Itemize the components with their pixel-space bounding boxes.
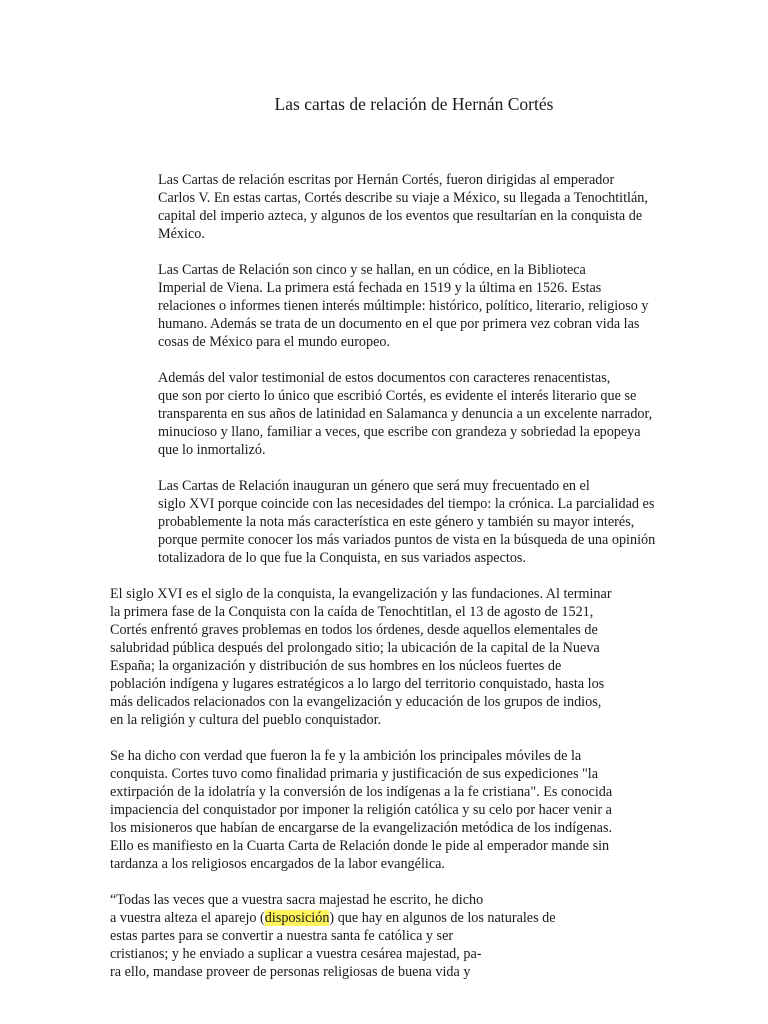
paragraph-4: [110, 477, 658, 567]
quote-line: cristianos; y he enviado a suplicar a vuestra cesárea majestad, pa-: [110, 946, 482, 962]
text-line: Se ha dicho con verdad que fueron la fe y la ambición los principales móviles de la: [110, 748, 582, 764]
text-line: Cortés enfrentó graves problemas en todos los órdenes, desde aquellos elementales de: [110, 622, 598, 638]
text-line: cosas de México para el mundo europeo.: [158, 334, 391, 350]
text-line: impaciencia del conquistador por imponer la religión católica y su celo por hacer venir a: [110, 802, 612, 818]
text-line: extirpación de la idolatría y la conversión de los indígenas a la fe cristiana". Es conocida: [110, 784, 613, 800]
quote-paragraph: [110, 891, 658, 981]
text-line: en la religión y cultura del pueblo conquistador.: [110, 712, 382, 728]
text-line: relaciones o informes tienen interés múltimple: histórico, político, literario, religioso y: [158, 298, 649, 314]
text-line: El siglo XVI es el siglo de la conquista, la evangelización y las fundaciones. Al terminar: [110, 586, 612, 602]
quote-line: “Todas las veces que a vuestra sacra majestad he escrito, he dicho: [110, 892, 484, 908]
text-line: población indígena y lugares estratégicos a lo largo del territorio conquistado, hasta los: [110, 676, 605, 692]
text-line: los misioneros que habían de encargarse de la evangelización metódica de los indígenas.: [110, 820, 613, 836]
paragraph-6: [110, 747, 658, 873]
text-line: la primera fase de la Conquista con la caída de Tenochtitlan, el 13 de agosto de 1521,: [110, 604, 594, 620]
paragraph-3: [110, 369, 658, 459]
paragraph-5: [110, 585, 658, 729]
text-line: que son por cierto lo único que escribió Cortés, es evidente el interés literario que se: [158, 388, 637, 404]
text-line: probablemente la nota más característica en este género y también su mayor interés,: [158, 514, 635, 530]
text-line: capital del imperio azteca, y algunos de los eventos que resultarían en la conquista de: [158, 208, 643, 224]
text-line: Ello es manifiesto en la Cuarta Carta de Relación donde le pide al emperador mande sin: [110, 838, 610, 854]
text-line: España; la organización y distribución de sus hombres en los núcleos fuertes de: [110, 658, 562, 674]
quote-line: ra ello, mandase proveer de personas religiosas de buena vida y: [110, 964, 471, 980]
document-title: Las cartas de relación de Hernán Cortés: [274, 94, 554, 114]
text-line: tardanza a los religiosos encargados de la labor evangélica.: [110, 856, 445, 872]
text-line: que lo inmortalizó.: [158, 442, 266, 458]
text-line: Las Cartas de Relación son cinco y se hallan, en un códice, en la Biblioteca: [158, 262, 586, 278]
highlighted-word: disposición: [264, 910, 330, 926]
text-line: totalizadora de lo que fue la Conquista, en sus variados aspectos.: [158, 550, 526, 566]
paragraph-1: [110, 171, 658, 243]
text-line: siglo XVI porque coincide con las necesidades del tiempo: la crónica. La parcialidad es: [158, 496, 655, 512]
text-line: salubridad pública después del prolongado sitio; la ubicación de la capital de la Nueva: [110, 640, 600, 656]
text-line: Carlos V. En estas cartas, Cortés describe su viaje a México, su llegada a Tenochtitlán,: [158, 190, 648, 206]
text-line: porque permite conocer los más variados puntos de vista en la búsqueda de una opinión: [158, 532, 656, 548]
text-line: más delicados relacionados con la evangelización y educación de los grupos de indios,: [110, 694, 602, 710]
text-line: Las Cartas de relación escritas por Hernán Cortés, fueron dirigidas al emperador: [158, 172, 615, 188]
paragraph-2: [110, 261, 658, 351]
text-line: Las Cartas de Relación inauguran un género que será muy frecuentado en el: [158, 478, 590, 494]
text-line: transparenta en sus años de latinidad en Salamanca y denuncia a un excelente narrador,: [158, 406, 653, 422]
quote-text: ) que hay en algunos de los naturales de: [329, 910, 556, 926]
text-line: conquista. Cortes tuvo como finalidad primaria y justificación de sus expediciones "la: [110, 766, 599, 782]
text-line: Además del valor testimonial de estos documentos con caracteres renacentistas,: [158, 370, 611, 386]
text-line: humano. Además se trata de un documento en el que por primera vez cobran vida las: [158, 316, 640, 332]
text-line: minucioso y llano, familiar a veces, que escribe con grandeza y sobriedad la epopeya: [158, 424, 641, 440]
quote-line: [110, 909, 658, 927]
text-line: México.: [158, 226, 205, 242]
quote-text: a vuestra alteza el aparejo (: [110, 910, 265, 926]
text-line: Imperial de Viena. La primera está fechada en 1519 y la última en 1526. Estas: [158, 280, 602, 296]
quote-line: estas partes para se convertir a nuestra santa fe católica y ser: [110, 928, 454, 944]
document-body: [110, 171, 658, 981]
